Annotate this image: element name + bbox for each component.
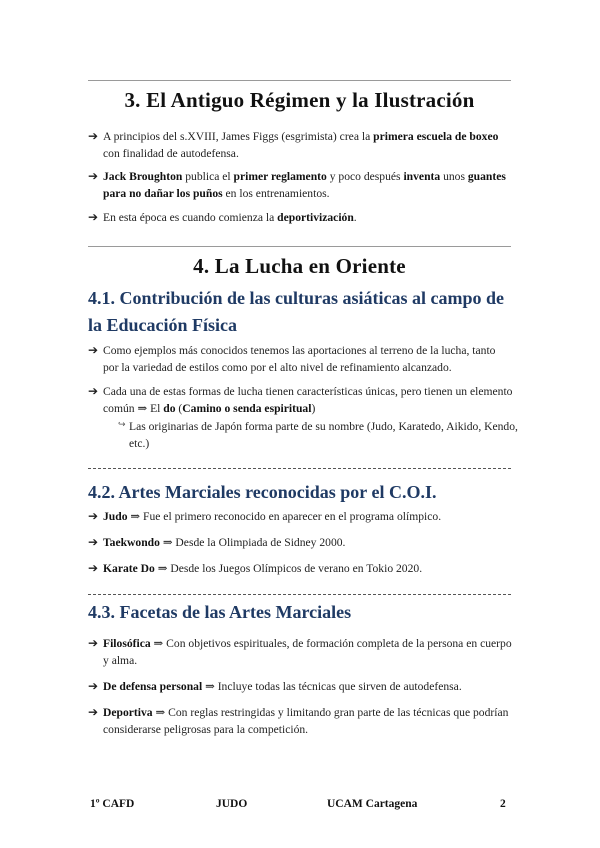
- text-run: ): [311, 402, 316, 415]
- text-run: En esta época es cuando comienza la: [103, 211, 278, 224]
- text-run: ⇒ Con reglas restringidas y limitando gran parte de las técnicas que podrían considerarse peligrosas para la competición.: [103, 706, 509, 736]
- text-run: ⇒ Con objetivos espirituales, de formación completa de la persona en cuerpo y alma.: [103, 637, 512, 667]
- dashed-divider: [88, 594, 511, 595]
- bold-text: deportivización: [277, 211, 354, 224]
- text-run: ⇒ Incluye todas las técnicas que sirven de autodefensa.: [202, 680, 462, 693]
- list-item: [88, 635, 513, 669]
- bold-text: Taekwondo: [103, 536, 160, 549]
- arrow-bullet-icon: ➔: [88, 636, 99, 650]
- subsection-4-1-title: 4.1. Contribución de las culturas asiáticas al campo de la Educación Física: [88, 288, 505, 335]
- arrow-bullet-icon: ➔: [88, 535, 99, 549]
- bold-text: Judo: [103, 510, 128, 523]
- page-number: 2: [500, 798, 506, 810]
- dashed-divider: [88, 468, 511, 469]
- bold-text: guantes para no dañar los puños: [103, 170, 506, 200]
- footer-institution: UCAM Cartagena: [327, 798, 418, 810]
- bold-text: Camino o senda espiritual: [182, 402, 312, 415]
- text-run: en los entrenamientos.: [222, 187, 330, 200]
- arrow-bullet-icon: ➔: [88, 210, 99, 224]
- arrow-bullet-icon: ➔: [88, 679, 99, 693]
- list-item-text: [103, 560, 513, 577]
- bold-text: Filosófica: [103, 637, 151, 650]
- sub-list-item-text: Las originarias de Japón forma parte de su nombre (Judo, Karatedo, Aikido, Kendo, etc.): [129, 420, 518, 450]
- sub-list-item: [118, 418, 518, 452]
- text-run: Cada una de estas formas de lucha tienen características únicas, pero tienen un elemento común ⇒ El: [103, 385, 513, 415]
- list-item-text: [103, 704, 513, 738]
- text-run: A principios del s.XVIII, James Figgs (esgrimista) crea la: [103, 130, 374, 143]
- list-item: [88, 560, 513, 577]
- list-item: [88, 704, 513, 738]
- list-item: [88, 534, 513, 551]
- list-item: [88, 383, 513, 417]
- subsection-4-2-title: 4.2. Artes Marciales reconocidas por el C.O.I.: [88, 482, 437, 502]
- list-item-text: [103, 508, 513, 525]
- bold-text: do: [163, 402, 176, 415]
- text-run: con finalidad de autodefensa.: [103, 147, 239, 160]
- list-item-text: [103, 168, 513, 202]
- subsection-4-3-title: 4.3. Facetas de las Artes Marciales: [88, 602, 352, 622]
- list-item-text: [103, 342, 513, 376]
- arrow-bullet-icon: ➔: [88, 129, 99, 143]
- list-item: [88, 342, 513, 376]
- footer-subject: JUDO: [216, 798, 248, 810]
- bold-text: primera escuela de boxeo: [373, 130, 499, 143]
- arrow-bullet-icon: ➔: [88, 169, 99, 183]
- list-item: [88, 678, 513, 695]
- list-item-text: [103, 383, 513, 417]
- text-run: y poco después: [326, 170, 404, 183]
- bold-text: De defensa personal: [103, 680, 203, 693]
- section-4-title: 4. La Lucha en Oriente: [193, 254, 406, 278]
- arrow-bullet-icon: ➔: [88, 343, 99, 357]
- list-item-text: [103, 635, 513, 669]
- list-item-text: [103, 678, 513, 695]
- list-item: [88, 209, 513, 226]
- text-run: unos: [440, 170, 468, 183]
- list-item-text: [103, 534, 513, 551]
- arrow-bullet-icon: ➔: [88, 384, 99, 398]
- text-run: publica el: [182, 170, 234, 183]
- text-run: (: [175, 402, 183, 415]
- bold-text: Deportiva: [103, 706, 153, 719]
- return-arrow-icon: ↪: [118, 420, 126, 430]
- list-item: [88, 508, 513, 525]
- arrow-bullet-icon: ➔: [88, 561, 99, 575]
- list-item: [88, 168, 513, 202]
- text-run: ⇒ Fue el primero reconocido en aparecer en el programa olímpico.: [127, 510, 442, 523]
- section-3-title: 3. El Antiguo Régimen y la Ilustración: [124, 88, 475, 112]
- bold-text: primer reglamento: [233, 170, 327, 183]
- bold-text: inventa: [403, 170, 441, 183]
- section-divider: [88, 246, 511, 247]
- bold-text: Jack Broughton: [103, 170, 183, 183]
- list-item-text: [103, 209, 513, 226]
- text-run: ⇒ Desde la Olimpiada de Sidney 2000.: [159, 536, 346, 549]
- arrow-bullet-icon: ➔: [88, 509, 99, 523]
- footer-course: 1º CAFD: [90, 798, 135, 810]
- arrow-bullet-icon: ➔: [88, 705, 99, 719]
- text-run: ⇒ Desde los Juegos Olímpicos de verano en Tokio 2020.: [154, 562, 423, 575]
- list-item-text: [103, 128, 513, 162]
- text-run: .: [353, 211, 357, 224]
- text-run: Como ejemplos más conocidos tenemos las aportaciones al terreno de la lucha, tanto por la variedad de estilos como por el alto nivel de refinamiento alcanzado.: [103, 344, 496, 374]
- bold-text: Karate Do: [103, 562, 155, 575]
- list-item: [88, 128, 513, 162]
- top-divider: [88, 80, 511, 81]
